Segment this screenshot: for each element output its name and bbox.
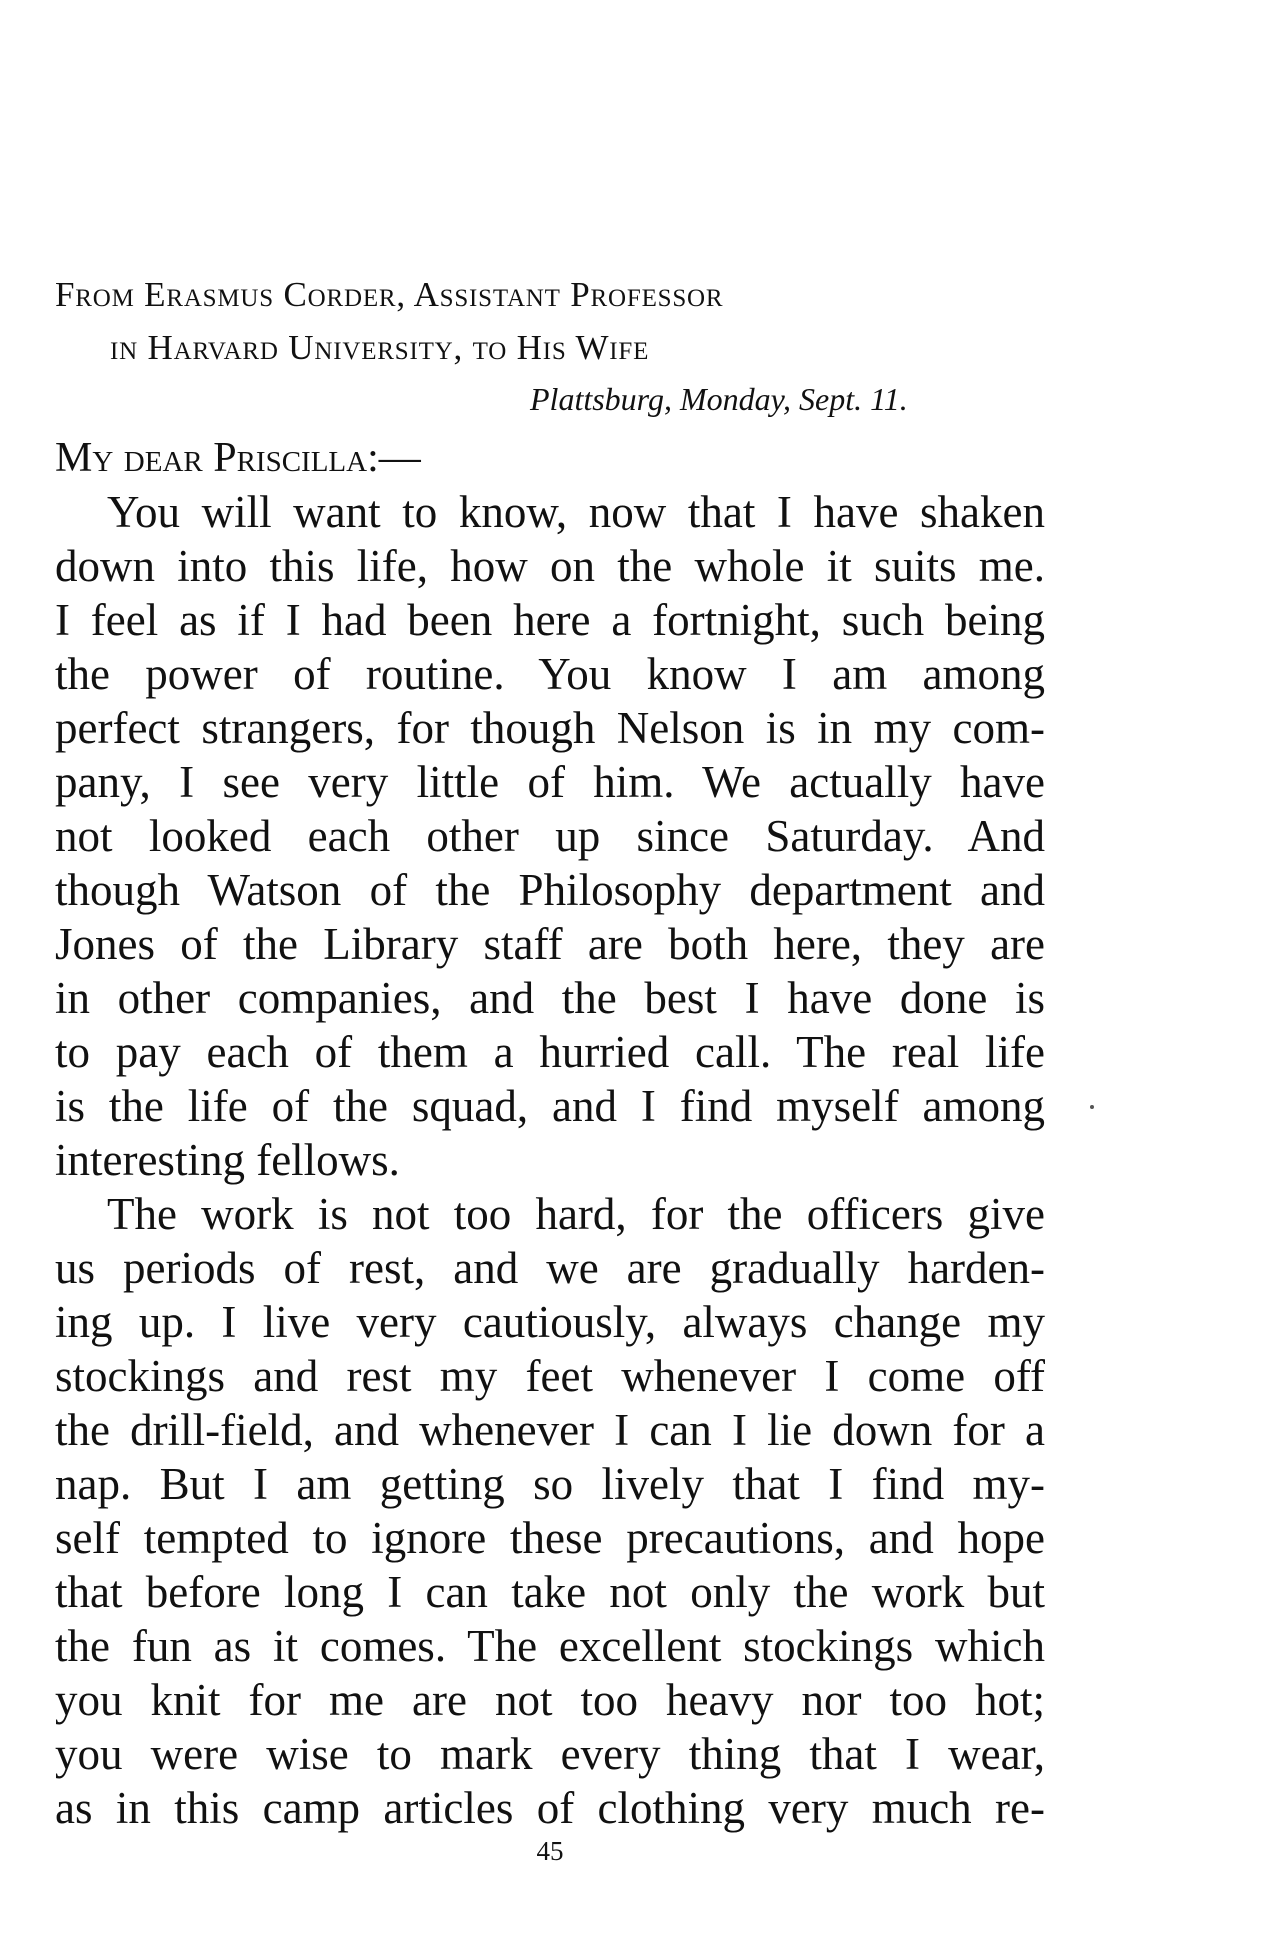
body-line: as in this camp articles of clothing very much re- [55, 1783, 1045, 1833]
dateline: Plattsburg, Monday, Sept. 11. [530, 381, 908, 417]
letter-heading-line-1: From Erasmus Corder, Assistant Professor [55, 275, 724, 314]
body-line: stockings and rest my feet whenever I come off [55, 1351, 1045, 1401]
body-line: self tempted to ignore these precautions, and hope [55, 1513, 1045, 1563]
body-line: Jones of the Library staff are both here, they are [55, 919, 1045, 969]
body-line: us periods of rest, and we are gradually harden- [55, 1243, 1045, 1293]
page-number: 45 [536, 1836, 564, 1866]
body-line: you knit for me are not too heavy nor too hot; [55, 1675, 1045, 1725]
body-line: is the life of the squad, and I find myself among [55, 1081, 1045, 1131]
body-line: down into this life, how on the whole it suits me. [55, 541, 1045, 591]
body-line: I feel as if I had been here a fortnight, such being [55, 595, 1045, 645]
salutation: My dear Priscilla:— [55, 435, 421, 481]
body-line: the drill-field, and whenever I can I lie down for a [55, 1405, 1045, 1455]
body-line: you were wise to mark every thing that I wear, [55, 1729, 1045, 1779]
body-line: that before long I can take not only the work but [55, 1567, 1045, 1617]
body-line: nap. But I am getting so lively that I find my- [55, 1459, 1045, 1509]
body-line: in other companies, and the best I have done is [55, 973, 1045, 1023]
body-line: though Watson of the Philosophy department and [55, 865, 1045, 915]
body-line: The work is not too hard, for the officers give [107, 1189, 1045, 1239]
print-speck [1090, 1105, 1094, 1109]
body-line: the fun as it comes. The excellent stockings which [55, 1621, 1045, 1671]
letter-heading-line-2: in Harvard University, to His Wife [110, 328, 650, 367]
body-line: You will want to know, now that I have shaken [107, 487, 1045, 537]
body-line: to pay each of them a hurried call. The real life [55, 1027, 1045, 1077]
body-line: interesting fellows. [55, 1135, 400, 1185]
body-line: pany, I see very little of him. We actually have [55, 757, 1045, 807]
body-line: ing up. I live very cautiously, always change my [55, 1297, 1045, 1347]
body-line: the power of routine. You know I am among [55, 649, 1045, 699]
body-line: not looked each other up since Saturday. And [55, 811, 1045, 861]
body-line: perfect strangers, for though Nelson is in my com- [55, 703, 1045, 753]
